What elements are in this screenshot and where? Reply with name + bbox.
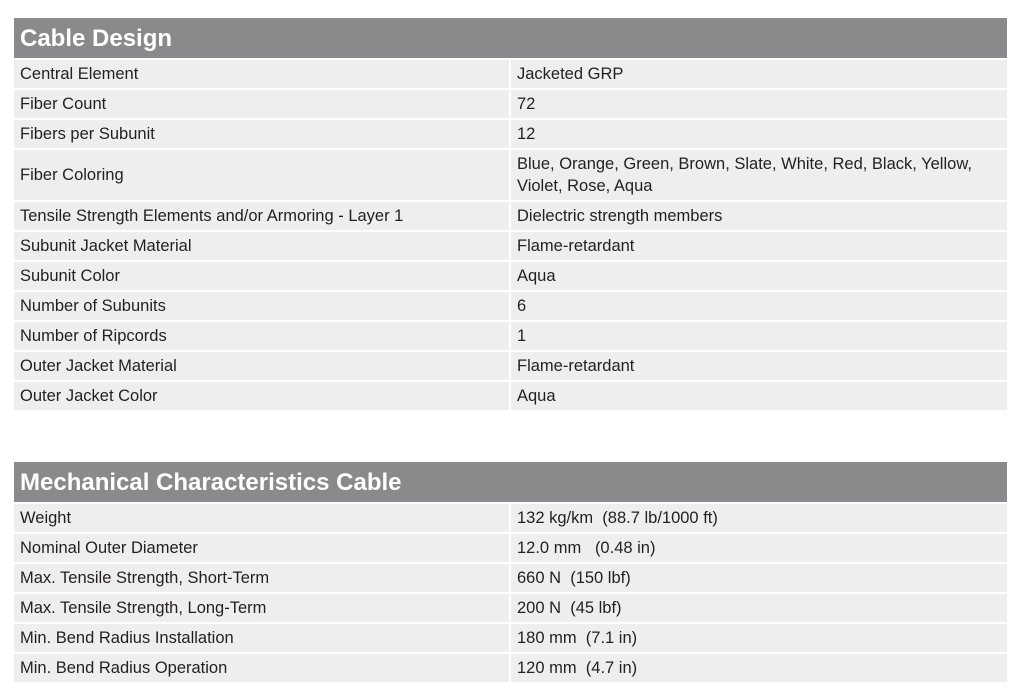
fibers-per-subunit-value: 12	[511, 120, 1007, 148]
outer-jacket-color-value: Aqua	[511, 382, 1007, 410]
number-of-ripcords-value: 1	[511, 322, 1007, 350]
fiber-count-value: 72	[511, 90, 1007, 118]
outer-jacket-material-label: Outer Jacket Material	[14, 352, 509, 380]
table-row	[14, 150, 1007, 200]
central-element-label: Central Element	[14, 60, 509, 88]
tensile-long-term-value: 200 N (45 lbf)	[511, 594, 1007, 622]
number-of-subunits-label: Number of Subunits	[14, 292, 509, 320]
table-row	[14, 60, 1007, 88]
mechanical-characteristics-title: Mechanical Characteristics Cable	[14, 462, 1007, 502]
table-row	[14, 382, 1007, 410]
table-row	[14, 504, 1007, 532]
subunit-color-label: Subunit Color	[14, 262, 509, 290]
weight-label: Weight	[14, 504, 509, 532]
tensile-short-term-label: Max. Tensile Strength, Short-Term	[14, 564, 509, 592]
subunit-jacket-material-value: Flame-retardant	[511, 232, 1007, 260]
fiber-coloring-value: Blue, Orange, Green, Brown, Slate, White, Red, Black, Yellow, Violet, Rose, Aqua	[511, 150, 1007, 200]
bend-radius-operation-value: 120 mm (4.7 in)	[511, 654, 1007, 682]
nominal-outer-diameter-value: 12.0 mm (0.48 in)	[511, 534, 1007, 562]
bend-radius-operation-label: Min. Bend Radius Operation	[14, 654, 509, 682]
nominal-outer-diameter-label: Nominal Outer Diameter	[14, 534, 509, 562]
outer-jacket-material-value: Flame-retardant	[511, 352, 1007, 380]
table-row	[14, 90, 1007, 118]
table-row	[14, 262, 1007, 290]
table-row	[14, 534, 1007, 562]
mechanical-characteristics-table	[14, 462, 1007, 682]
bend-radius-installation-label: Min. Bend Radius Installation	[14, 624, 509, 652]
tensile-strength-elements-label: Tensile Strength Elements and/or Armoring - Layer 1	[14, 202, 509, 230]
number-of-ripcords-label: Number of Ripcords	[14, 322, 509, 350]
cable-design-table	[14, 18, 1007, 410]
table-row	[14, 594, 1007, 622]
tensile-short-term-value: 660 N (150 lbf)	[511, 564, 1007, 592]
table-row	[14, 654, 1007, 682]
central-element-value: Jacketed GRP	[511, 60, 1007, 88]
number-of-subunits-value: 6	[511, 292, 1007, 320]
subunit-jacket-material-label: Subunit Jacket Material	[14, 232, 509, 260]
table-row	[14, 352, 1007, 380]
tensile-strength-elements-value: Dielectric strength members	[511, 202, 1007, 230]
table-row	[14, 232, 1007, 260]
outer-jacket-color-label: Outer Jacket Color	[14, 382, 509, 410]
table-row	[14, 564, 1007, 592]
table-row	[14, 624, 1007, 652]
table-row	[14, 322, 1007, 350]
fiber-count-label: Fiber Count	[14, 90, 509, 118]
cable-design-title: Cable Design	[14, 18, 1007, 58]
fibers-per-subunit-label: Fibers per Subunit	[14, 120, 509, 148]
weight-value: 132 kg/km (88.7 lb/1000 ft)	[511, 504, 1007, 532]
tensile-long-term-label: Max. Tensile Strength, Long-Term	[14, 594, 509, 622]
table-row	[14, 120, 1007, 148]
table-row	[14, 202, 1007, 230]
bend-radius-installation-value: 180 mm (7.1 in)	[511, 624, 1007, 652]
table-row	[14, 292, 1007, 320]
subunit-color-value: Aqua	[511, 262, 1007, 290]
fiber-coloring-label: Fiber Coloring	[14, 150, 509, 200]
